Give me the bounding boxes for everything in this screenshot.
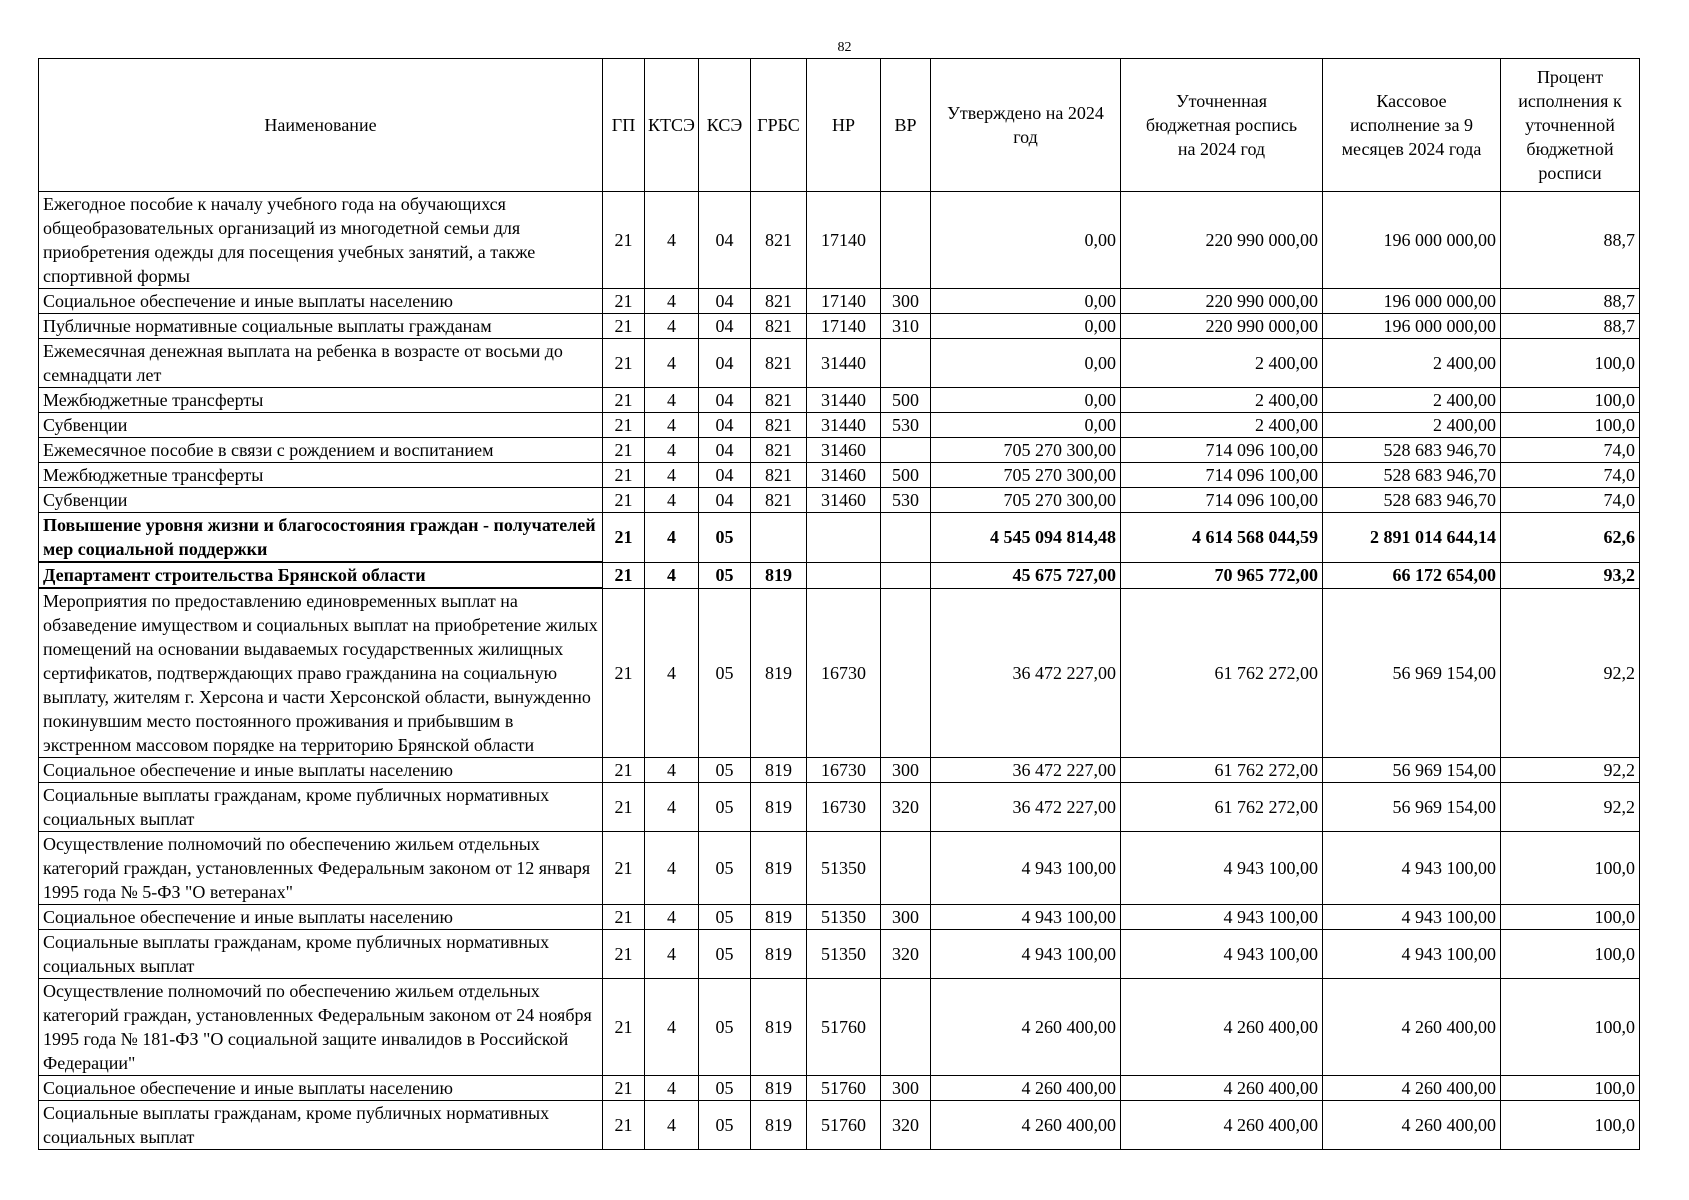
cell-name: Ежемесячная денежная выплата на ребенка в возрасте от восьми до семнадцати лет bbox=[39, 339, 603, 388]
cell-approved: 705 270 300,00 bbox=[931, 438, 1121, 463]
cell-grbs: 821 bbox=[751, 289, 807, 314]
cell-nr: 17140 bbox=[807, 192, 881, 289]
cell-nr: 16730 bbox=[807, 758, 881, 783]
cell-cash: 2 400,00 bbox=[1323, 413, 1501, 438]
cell-vr bbox=[881, 192, 931, 289]
cell-nr: 16730 bbox=[807, 783, 881, 832]
cell-gp: 21 bbox=[603, 513, 645, 563]
cell-refined: 4 943 100,00 bbox=[1121, 905, 1323, 930]
cell-refined: 714 096 100,00 bbox=[1121, 438, 1323, 463]
cell-approved: 4 260 400,00 bbox=[931, 979, 1121, 1076]
cell-ktse: 4 bbox=[645, 463, 699, 488]
cell-approved: 45 675 727,00 bbox=[931, 562, 1121, 588]
table-body bbox=[39, 192, 1640, 1150]
cell-cash: 528 683 946,70 bbox=[1323, 438, 1501, 463]
cell-ktse: 4 bbox=[645, 339, 699, 388]
cell-percent: 88,7 bbox=[1501, 192, 1640, 289]
cell-name: Социальные выплаты гражданам, кроме публичных нормативных социальных выплат bbox=[39, 1101, 603, 1150]
table-row bbox=[39, 930, 1640, 979]
cell-vr bbox=[881, 588, 931, 758]
cell-kse: 04 bbox=[699, 339, 751, 388]
col-header-gp: ГП bbox=[603, 59, 645, 192]
cell-grbs: 819 bbox=[751, 832, 807, 905]
cell-name: Субвенции bbox=[39, 488, 603, 513]
cell-nr: 31440 bbox=[807, 339, 881, 388]
cell-approved: 4 943 100,00 bbox=[931, 930, 1121, 979]
table-row bbox=[39, 388, 1640, 413]
cell-kse: 04 bbox=[699, 413, 751, 438]
cell-approved: 0,00 bbox=[931, 314, 1121, 339]
table-row bbox=[39, 783, 1640, 832]
col-header-ktse: КТСЭ bbox=[645, 59, 699, 192]
cell-gp: 21 bbox=[603, 905, 645, 930]
cell-cash: 196 000 000,00 bbox=[1323, 289, 1501, 314]
cell-cash: 528 683 946,70 bbox=[1323, 488, 1501, 513]
cell-name: Социальное обеспечение и иные выплаты населению bbox=[39, 289, 603, 314]
cell-approved: 36 472 227,00 bbox=[931, 588, 1121, 758]
cell-cash: 4 260 400,00 bbox=[1323, 1101, 1501, 1150]
cell-refined: 70 965 772,00 bbox=[1121, 562, 1323, 588]
cell-gp: 21 bbox=[603, 314, 645, 339]
col-header-name: Наименование bbox=[39, 59, 603, 192]
cell-refined: 714 096 100,00 bbox=[1121, 463, 1323, 488]
cell-name: Ежегодное пособие к началу учебного года на обучающихся общеобразовательных организаций из многодетной семьи для приобретения одежды для посещения учебных занятий, а также спортивной формы bbox=[39, 192, 603, 289]
cell-grbs bbox=[751, 513, 807, 563]
cell-name: Социальные выплаты гражданам, кроме публичных нормативных социальных выплат bbox=[39, 930, 603, 979]
cell-vr bbox=[881, 513, 931, 563]
cell-approved: 4 943 100,00 bbox=[931, 905, 1121, 930]
cell-grbs: 821 bbox=[751, 463, 807, 488]
cell-name: Субвенции bbox=[39, 413, 603, 438]
table-row bbox=[39, 758, 1640, 783]
cell-name: Социальное обеспечение и иные выплаты населению bbox=[39, 758, 603, 783]
cell-kse: 05 bbox=[699, 832, 751, 905]
cell-percent: 100,0 bbox=[1501, 413, 1640, 438]
cell-ktse: 4 bbox=[645, 758, 699, 783]
cell-nr: 51760 bbox=[807, 1076, 881, 1101]
cell-ktse: 4 bbox=[645, 413, 699, 438]
table-row bbox=[39, 438, 1640, 463]
cell-approved: 0,00 bbox=[931, 413, 1121, 438]
cell-grbs: 821 bbox=[751, 388, 807, 413]
table-row bbox=[39, 588, 1640, 758]
cell-gp: 21 bbox=[603, 832, 645, 905]
cell-gp: 21 bbox=[603, 562, 645, 588]
table-row bbox=[39, 1076, 1640, 1101]
col-header-cash: Кассовое исполнение за 9 месяцев 2024 года bbox=[1323, 59, 1501, 192]
cell-vr bbox=[881, 562, 931, 588]
cell-vr bbox=[881, 832, 931, 905]
cell-approved: 0,00 bbox=[931, 388, 1121, 413]
cell-grbs: 819 bbox=[751, 979, 807, 1076]
cell-kse: 05 bbox=[699, 783, 751, 832]
cell-kse: 04 bbox=[699, 438, 751, 463]
cell-gp: 21 bbox=[603, 339, 645, 388]
cell-cash: 196 000 000,00 bbox=[1323, 314, 1501, 339]
table-row bbox=[39, 513, 1640, 563]
header-row bbox=[39, 59, 1640, 192]
cell-name: Осуществление полномочий по обеспечению жильем отдельных категорий граждан, установленных Федеральным законом от 12 января 1995 года № 5-ФЗ "О ветеранах" bbox=[39, 832, 603, 905]
cell-ktse: 4 bbox=[645, 562, 699, 588]
cell-cash: 66 172 654,00 bbox=[1323, 562, 1501, 588]
cell-refined: 2 400,00 bbox=[1121, 413, 1323, 438]
cell-vr: 320 bbox=[881, 783, 931, 832]
table-row bbox=[39, 979, 1640, 1076]
cell-ktse: 4 bbox=[645, 588, 699, 758]
table-row bbox=[39, 905, 1640, 930]
cell-nr: 31460 bbox=[807, 438, 881, 463]
cell-grbs: 821 bbox=[751, 339, 807, 388]
cell-nr: 51350 bbox=[807, 930, 881, 979]
cell-kse: 05 bbox=[699, 930, 751, 979]
cell-approved: 0,00 bbox=[931, 339, 1121, 388]
cell-kse: 05 bbox=[699, 513, 751, 563]
cell-ktse: 4 bbox=[645, 1101, 699, 1150]
cell-grbs: 821 bbox=[751, 488, 807, 513]
cell-cash: 4 260 400,00 bbox=[1323, 1076, 1501, 1101]
cell-gp: 21 bbox=[603, 783, 645, 832]
cell-ktse: 4 bbox=[645, 192, 699, 289]
cell-grbs: 821 bbox=[751, 314, 807, 339]
cell-nr: 51760 bbox=[807, 979, 881, 1076]
cell-refined: 220 990 000,00 bbox=[1121, 192, 1323, 289]
cell-vr bbox=[881, 979, 931, 1076]
cell-percent: 100,0 bbox=[1501, 339, 1640, 388]
cell-gp: 21 bbox=[603, 1101, 645, 1150]
cell-vr bbox=[881, 339, 931, 388]
cell-refined: 220 990 000,00 bbox=[1121, 314, 1323, 339]
cell-grbs: 821 bbox=[751, 192, 807, 289]
cell-gp: 21 bbox=[603, 192, 645, 289]
cell-percent: 74,0 bbox=[1501, 463, 1640, 488]
cell-kse: 05 bbox=[699, 588, 751, 758]
cell-vr: 500 bbox=[881, 463, 931, 488]
cell-ktse: 4 bbox=[645, 1076, 699, 1101]
cell-cash: 528 683 946,70 bbox=[1323, 463, 1501, 488]
cell-vr: 500 bbox=[881, 388, 931, 413]
cell-ktse: 4 bbox=[645, 438, 699, 463]
cell-nr: 51760 bbox=[807, 1101, 881, 1150]
cell-nr: 31460 bbox=[807, 488, 881, 513]
cell-cash: 2 400,00 bbox=[1323, 388, 1501, 413]
cell-ktse: 4 bbox=[645, 930, 699, 979]
col-header-nr: НР bbox=[807, 59, 881, 192]
cell-approved: 4 260 400,00 bbox=[931, 1076, 1121, 1101]
cell-vr: 300 bbox=[881, 905, 931, 930]
cell-approved: 4 545 094 814,48 bbox=[931, 513, 1121, 563]
cell-gp: 21 bbox=[603, 979, 645, 1076]
cell-grbs: 819 bbox=[751, 1101, 807, 1150]
cell-refined: 4 943 100,00 bbox=[1121, 832, 1323, 905]
cell-approved: 705 270 300,00 bbox=[931, 463, 1121, 488]
cell-kse: 05 bbox=[699, 1101, 751, 1150]
cell-nr: 51350 bbox=[807, 832, 881, 905]
cell-kse: 04 bbox=[699, 314, 751, 339]
cell-cash: 2 891 014 644,14 bbox=[1323, 513, 1501, 563]
col-header-kse: КСЭ bbox=[699, 59, 751, 192]
col-header-vr: ВР bbox=[881, 59, 931, 192]
cell-nr bbox=[807, 562, 881, 588]
cell-cash: 4 260 400,00 bbox=[1323, 979, 1501, 1076]
cell-percent: 74,0 bbox=[1501, 438, 1640, 463]
table-row bbox=[39, 463, 1640, 488]
col-header-approved: Утверждено на 2024 год bbox=[931, 59, 1121, 192]
cell-nr: 17140 bbox=[807, 314, 881, 339]
cell-gp: 21 bbox=[603, 438, 645, 463]
cell-gp: 21 bbox=[603, 463, 645, 488]
cell-ktse: 4 bbox=[645, 832, 699, 905]
cell-percent: 88,7 bbox=[1501, 314, 1640, 339]
cell-percent: 100,0 bbox=[1501, 979, 1640, 1076]
cell-ktse: 4 bbox=[645, 289, 699, 314]
cell-vr: 310 bbox=[881, 314, 931, 339]
cell-refined: 714 096 100,00 bbox=[1121, 488, 1323, 513]
cell-ktse: 4 bbox=[645, 783, 699, 832]
cell-ktse: 4 bbox=[645, 314, 699, 339]
col-header-percent: Процент исполнения к уточненной бюджетной росписи bbox=[1501, 59, 1640, 192]
cell-name: Межбюджетные трансферты bbox=[39, 388, 603, 413]
cell-name: Повышение уровня жизни и благосостояния граждан - получателей мер социальной поддержки bbox=[39, 513, 603, 563]
cell-cash: 4 943 100,00 bbox=[1323, 930, 1501, 979]
cell-refined: 2 400,00 bbox=[1121, 388, 1323, 413]
cell-vr: 530 bbox=[881, 488, 931, 513]
budget-table bbox=[38, 58, 1640, 1150]
cell-percent: 92,2 bbox=[1501, 588, 1640, 758]
table-row bbox=[39, 832, 1640, 905]
cell-refined: 2 400,00 bbox=[1121, 339, 1323, 388]
cell-cash: 4 943 100,00 bbox=[1323, 832, 1501, 905]
cell-refined: 61 762 272,00 bbox=[1121, 588, 1323, 758]
cell-gp: 21 bbox=[603, 488, 645, 513]
cell-ktse: 4 bbox=[645, 388, 699, 413]
cell-vr: 300 bbox=[881, 1076, 931, 1101]
cell-percent: 74,0 bbox=[1501, 488, 1640, 513]
cell-kse: 05 bbox=[699, 979, 751, 1076]
cell-refined: 220 990 000,00 bbox=[1121, 289, 1323, 314]
cell-refined: 61 762 272,00 bbox=[1121, 758, 1323, 783]
cell-grbs: 821 bbox=[751, 413, 807, 438]
cell-vr: 320 bbox=[881, 1101, 931, 1150]
cell-percent: 100,0 bbox=[1501, 1076, 1640, 1101]
cell-vr: 300 bbox=[881, 289, 931, 314]
cell-kse: 04 bbox=[699, 192, 751, 289]
table-row bbox=[39, 192, 1640, 289]
col-header-refined: Уточненная бюджетная роспись на 2024 год bbox=[1121, 59, 1323, 192]
cell-cash: 4 943 100,00 bbox=[1323, 905, 1501, 930]
cell-ktse: 4 bbox=[645, 488, 699, 513]
cell-percent: 100,0 bbox=[1501, 905, 1640, 930]
cell-gp: 21 bbox=[603, 388, 645, 413]
cell-percent: 100,0 bbox=[1501, 832, 1640, 905]
cell-approved: 36 472 227,00 bbox=[931, 758, 1121, 783]
cell-ktse: 4 bbox=[645, 513, 699, 563]
cell-approved: 0,00 bbox=[931, 192, 1121, 289]
cell-approved: 705 270 300,00 bbox=[931, 488, 1121, 513]
table-row bbox=[39, 1101, 1640, 1150]
cell-name: Осуществление полномочий по обеспечению жильем отдельных категорий граждан, установленных Федеральным законом от 24 ноября 1995 года № 181-ФЗ "О социальной защите инвалидов в Российской Федерации" bbox=[39, 979, 603, 1076]
cell-grbs: 819 bbox=[751, 930, 807, 979]
cell-approved: 4 260 400,00 bbox=[931, 1101, 1121, 1150]
cell-kse: 04 bbox=[699, 463, 751, 488]
cell-name: Публичные нормативные социальные выплаты гражданам bbox=[39, 314, 603, 339]
cell-refined: 4 260 400,00 bbox=[1121, 1101, 1323, 1150]
page-number: 82 bbox=[837, 40, 852, 55]
cell-grbs: 819 bbox=[751, 905, 807, 930]
cell-refined: 61 762 272,00 bbox=[1121, 783, 1323, 832]
cell-cash: 56 969 154,00 bbox=[1323, 758, 1501, 783]
cell-gp: 21 bbox=[603, 289, 645, 314]
cell-nr: 31440 bbox=[807, 413, 881, 438]
cell-gp: 21 bbox=[603, 1076, 645, 1101]
cell-vr: 530 bbox=[881, 413, 931, 438]
cell-vr: 320 bbox=[881, 930, 931, 979]
cell-name: Мероприятия по предоставлению единовременных выплат на обзаведение имуществом и социальных выплат на приобретение жилых помещений на основании выдаваемых государственных жилищных сертификатов, подтверждающих право гражданина на социальную выплату, жителям г. Херсона и части Херсонской области, вынужденно покинувшим место постоянного проживания и прибывшим в экстренном массовом порядке на территорию Брянской области bbox=[39, 588, 603, 758]
cell-kse: 05 bbox=[699, 905, 751, 930]
cell-ktse: 4 bbox=[645, 979, 699, 1076]
cell-grbs: 819 bbox=[751, 588, 807, 758]
cell-kse: 05 bbox=[699, 562, 751, 588]
cell-grbs: 821 bbox=[751, 438, 807, 463]
cell-cash: 2 400,00 bbox=[1323, 339, 1501, 388]
cell-grbs: 819 bbox=[751, 562, 807, 588]
cell-percent: 93,2 bbox=[1501, 562, 1640, 588]
cell-cash: 56 969 154,00 bbox=[1323, 588, 1501, 758]
cell-name: Департамент строительства Брянской области bbox=[39, 562, 603, 588]
cell-name: Социальное обеспечение и иные выплаты населению bbox=[39, 1076, 603, 1101]
cell-percent: 100,0 bbox=[1501, 930, 1640, 979]
col-header-grbs: ГРБС bbox=[751, 59, 807, 192]
cell-percent: 100,0 bbox=[1501, 388, 1640, 413]
cell-percent: 100,0 bbox=[1501, 1101, 1640, 1150]
cell-vr: 300 bbox=[881, 758, 931, 783]
cell-refined: 4 943 100,00 bbox=[1121, 930, 1323, 979]
table-row bbox=[39, 339, 1640, 388]
cell-kse: 04 bbox=[699, 289, 751, 314]
cell-kse: 05 bbox=[699, 1076, 751, 1101]
cell-nr: 31440 bbox=[807, 388, 881, 413]
cell-grbs: 819 bbox=[751, 758, 807, 783]
cell-name: Межбюджетные трансферты bbox=[39, 463, 603, 488]
cell-refined: 4 260 400,00 bbox=[1121, 1076, 1323, 1101]
cell-kse: 05 bbox=[699, 758, 751, 783]
cell-percent: 62,6 bbox=[1501, 513, 1640, 563]
cell-gp: 21 bbox=[603, 930, 645, 979]
cell-name: Социальные выплаты гражданам, кроме публичных нормативных социальных выплат bbox=[39, 783, 603, 832]
cell-grbs: 819 bbox=[751, 1076, 807, 1101]
cell-gp: 21 bbox=[603, 413, 645, 438]
table-row bbox=[39, 289, 1640, 314]
cell-nr: 17140 bbox=[807, 289, 881, 314]
cell-kse: 04 bbox=[699, 488, 751, 513]
cell-percent: 92,2 bbox=[1501, 783, 1640, 832]
cell-refined: 4 260 400,00 bbox=[1121, 979, 1323, 1076]
cell-percent: 92,2 bbox=[1501, 758, 1640, 783]
cell-vr bbox=[881, 438, 931, 463]
cell-nr bbox=[807, 513, 881, 563]
table-row bbox=[39, 488, 1640, 513]
table-row bbox=[39, 314, 1640, 339]
cell-kse: 04 bbox=[699, 388, 751, 413]
cell-ktse: 4 bbox=[645, 905, 699, 930]
table-row bbox=[39, 562, 1640, 588]
cell-approved: 36 472 227,00 bbox=[931, 783, 1121, 832]
cell-gp: 21 bbox=[603, 588, 645, 758]
cell-nr: 51350 bbox=[807, 905, 881, 930]
cell-percent: 88,7 bbox=[1501, 289, 1640, 314]
cell-approved: 4 943 100,00 bbox=[931, 832, 1121, 905]
cell-grbs: 819 bbox=[751, 783, 807, 832]
table-row bbox=[39, 413, 1640, 438]
cell-nr: 16730 bbox=[807, 588, 881, 758]
cell-cash: 56 969 154,00 bbox=[1323, 783, 1501, 832]
cell-approved: 0,00 bbox=[931, 289, 1121, 314]
cell-gp: 21 bbox=[603, 758, 645, 783]
cell-name: Социальное обеспечение и иные выплаты населению bbox=[39, 905, 603, 930]
cell-nr: 31460 bbox=[807, 463, 881, 488]
cell-cash: 196 000 000,00 bbox=[1323, 192, 1501, 289]
cell-refined: 4 614 568 044,59 bbox=[1121, 513, 1323, 563]
cell-name: Ежемесячное пособие в связи с рождением и воспитанием bbox=[39, 438, 603, 463]
